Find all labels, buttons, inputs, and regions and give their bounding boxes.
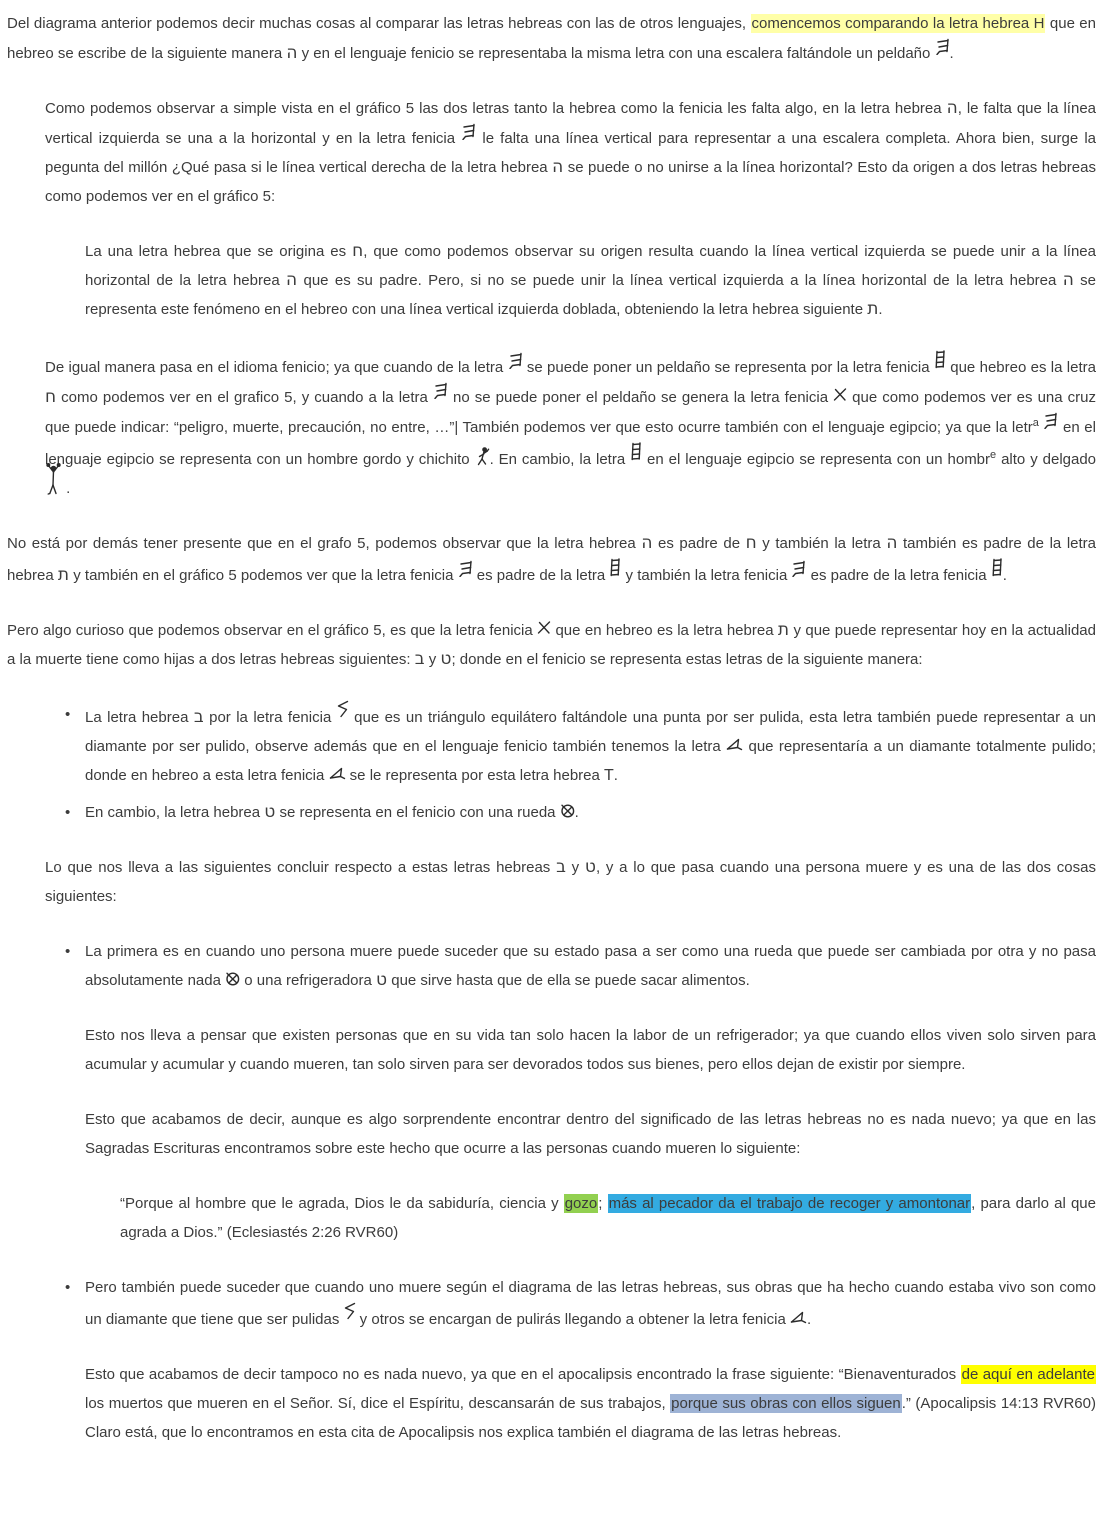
text-run: y en el lenguaje fenicio se representaba la misma letra con una escalera faltándole un peldaño [297,45,935,62]
text-run: Esto que acabamos de decir tampoco no es nada nuevo, ya que en el apocalipsis encontrado la frase siguiente: “Bienaventurados [85,1366,961,1383]
text-run: que es su padre. Pero, si no se puede unir la línea vertical izquierda a la línea horizontal de la letra hebrea [297,272,1063,289]
phx-he-glyph [791,567,806,584]
quote-paragraph [120,1189,1096,1247]
text-run: no se puede poner el peldaño se genera la letra fenicia [447,389,834,406]
paragraph [45,853,1096,911]
text-run: que representaría a un diamante totalmente pulido; donde en hebreo a esta letra fenicia [85,738,1096,784]
text-run: La una letra hebrea que se origina es [85,243,353,260]
bullet-item [65,937,1096,995]
paragraph [45,350,1096,503]
text-run: se puede poner un peldaño se representa por la letra fenicia [522,359,934,376]
phx-bet-glyph [344,1311,356,1328]
text-run: “Porque al hombre que le agrada, Dios le da sabiduría, ciencia y [120,1195,564,1212]
heb-dalet-glyph: T [604,767,614,784]
text-run: y [565,859,585,876]
text-run: Como podemos observar a simple vista en el gráfico 5 las dos letras tanto la hebrea como la fenicia les falta algo, en la letra hebrea [45,100,947,117]
heb-he-glyph: ה [641,533,653,553]
text-run: .” (Apocalipsis 14:13 RVR60) Claro está, que lo encontramos en esta cita de Apocalipsis nos explica también el diagrama de las letras hebreas. [85,1395,1096,1441]
heb-tet-glyph: ט [264,802,276,822]
bullet-marker: • [65,804,71,821]
superscript-text: a [1032,417,1039,429]
text-run: los muertos que mueren en el Señor. Sí, dice el Espíritu, descansarán de sus trabajos, [85,1395,671,1412]
text-run: y también la letra [756,535,887,552]
heb-tav-glyph: ת [57,565,70,585]
text-run: Pero algo curioso que podemos observar en el gráfico 5, es que la letra fenicia [7,622,538,639]
text-run: . [1002,567,1007,584]
text-run: se representa en el fenicio con una rueda [275,804,560,821]
phx-he-glyph [1043,419,1058,436]
text-run: Esto nos lleva a pensar que existen personas que en su vida tan solo hacen la labor de un refrigerador; ya que cuando ellos viven solo sirven para acumular y acumular y cuando mueren, tan solo sirven para ser devorados todos sus bienes, pero ellos dejan de existir por siempre. [85,1027,1096,1073]
text-run: . [574,804,579,821]
paragraph [85,237,1096,324]
egy-fat-glyph [475,451,490,468]
text-run: , para darlo al que agrada a Dios.” (Eclesiastés 2:26 RVR60) [120,1195,1096,1241]
bullet-item [65,798,1096,827]
text-run: , que como podemos observar su origen resulta cuando la línea vertical izquierda se puede unir a la línea horizontal de la letra hebrea [85,243,1096,289]
phx-he-glyph [461,130,476,147]
text-run: De igual manera pasa en el idioma fenicio; ya que cuando de la letra [45,359,508,376]
highlight-pale_yellow: comencemos comparando la letra hebrea H [751,15,1045,32]
heb-tav-glyph: ת [867,299,879,319]
heb-chet-glyph: ח [352,241,364,261]
phx-dalet-glyph [329,767,346,784]
phx-heth-glyph [934,359,946,376]
phx-taw-glyph [537,622,551,639]
text-run: En cambio, la letra hebrea [85,804,265,821]
text-run: ; donde en el fenicio se representa estas letras de la siguiente manera: [451,651,923,668]
heb-he-glyph: ה [946,98,958,118]
phx-heth-glyph [609,567,621,584]
text-run: , y a lo que pasa cuando una persona muere y es una de las dos cosas siguientes: [45,859,1096,905]
bullet-item [65,700,1097,790]
text-run: que sirve hasta que de ella se puede sacar alimentos. [387,972,750,989]
text-run: que hebreo es la letra [945,359,1096,376]
heb-he-glyph: ה [286,43,298,63]
phx-dalet-glyph [726,738,743,755]
text-run: ; [598,1195,608,1212]
text-run: es padre de [652,535,746,552]
text-run: . En cambio, la letra [489,451,631,468]
heb-chet-glyph: ח [745,533,757,553]
heb-tet-glyph: ט [584,857,596,877]
text-run: . [949,45,954,62]
phx-heth-glyph [991,567,1003,584]
text-run: que es un triángulo equilátero faltándole una punta por ser pulida, esta letra también puede representar a un diamante por ser pulido, observe además que en el lenguaje fenicio también tenemos la letra [85,709,1097,755]
phx-heth-glyph [630,451,642,468]
text-run: es padre de la letra [472,567,610,584]
text-run: . [613,767,618,784]
paragraph [45,94,1096,211]
paragraph [85,1021,1096,1079]
text-run: Pero también puede suceder que cuando uno muere según el diagrama de las letras hebreas, sus obras que ha hecho cuando estaba vivo son como un diamante que tiene que ser pulidas [85,1279,1096,1328]
text-run: como podemos ver en el grafico 5, y cuando a la letra [56,389,433,406]
superscript-text: e [990,449,997,461]
heb-bet-glyph: ב [556,857,566,877]
bullet-marker: • [65,943,71,960]
text-run: , le falta que la línea vertical izquierda se una a la horizontal y en la letra fenicia [45,100,1097,147]
heb-he-glyph: ה [1062,270,1074,290]
phx-he-glyph [935,45,950,62]
text-run: y [424,651,441,668]
paragraph [7,529,1096,590]
text-run: . [806,1311,812,1328]
heb-chet-glyph: ח [45,387,57,407]
text-run: le falta una línea vertical para representar a una escalera completa. Ahora bien, surge la pegunta del millón ¿Qué pasa si le línea vertical derecha de la letra hebrea [45,130,1097,176]
text-run: . [62,480,71,497]
heb-he-glyph: ה [886,533,898,553]
text-run: es padre de la letra fenicia [806,567,991,584]
text-run: alto y delgado [996,451,1097,468]
bullet-marker: • [65,706,71,723]
text-run: y que puede representar hoy en la actualidad a la muerte tiene como hijas a dos letras hebreas siguientes: [7,622,1096,668]
bullet-marker: • [65,1279,71,1296]
heb-bet-glyph: ב [414,649,425,669]
text-run: y también en el gráfico 5 podemos ver que la letra fenicia [69,567,458,584]
text-run: en el lenguaje egipcio se representa con un hombr [642,451,991,468]
phx-he-glyph [458,567,473,584]
highlight-blue: más al pecador da el trabajo de recoger y amontonar [608,1195,971,1212]
text-run: Lo que nos lleva a las siguientes concluir respecto a estas letras hebreas [45,859,557,876]
text-run: Esto que acabamos de decir, aunque es algo sorprendente encontrar dentro del significado de las letras hebreas no es nada nuevo; ya que en las Sagradas Escrituras encontramos sobre este hecho que ocurre a las personas cuando mueren lo siguiente: [85,1111,1096,1157]
highlight-green: gozo [564,1195,598,1212]
phx-he-glyph [508,359,523,376]
text-run: se puede o no unirse a la línea horizontal? Esto da origen a dos letras hebreas como podemos ver en el gráfico 5: [45,159,1096,205]
heb-tav-glyph: ת [777,620,790,640]
text-run: Del diagrama anterior podemos decir muchas cosas al comparar las letras hebreas con las de otros lenguajes, [7,15,751,32]
paragraph [7,616,1096,674]
heb-tet-glyph: ט [440,649,452,669]
text-run: La primera es en cuando uno persona muere puede suceder que su estado pasa a ser como una rueda que puede ser cambiada por otra y no pasa absolutamente nada [85,943,1096,989]
text-run: que en hebreo es la letra hebrea [551,622,778,639]
egy-tall-glyph [45,475,62,493]
phx-he-glyph [433,389,448,406]
paragraph [7,9,1096,68]
phx-taw-glyph [833,389,847,406]
paragraph [85,1105,1096,1163]
text-run: . [878,301,883,318]
text-run: en el lenguaje egipcio se representa con un hombre gordo y chichito [45,419,1096,468]
paragraph [85,1360,1096,1447]
phx-teth-glyph [225,972,240,989]
heb-he-glyph: ה [552,157,564,177]
text-run: y también la letra fenicia [621,567,792,584]
heb-bet-glyph: ב [193,707,204,727]
bullet-item [65,1273,1096,1334]
heb-he-glyph: ה [286,270,298,290]
text-run: No está por demás tener presente que en el grafo 5, podemos observar que la letra hebrea [7,535,642,552]
phx-bet-glyph [337,709,349,726]
text-run: se representa este fenómeno en el hebreo con una línea vertical izquierda doblada, obteniendo la letra hebrea siguiente [85,272,1097,318]
text-run: por la letra fenicia [203,709,337,726]
phx-dalet-glyph [790,1311,807,1328]
text-run: también es padre de la letra hebrea [7,535,1096,584]
heb-tet-glyph: ט [376,970,388,990]
highlight-grayblue: porque sus obras con ellos siguen [671,1395,901,1412]
text-run: o una refrigeradora [240,972,377,989]
text-run: que como podemos ver es una cruz que puede indicar: “peligro, muerte, precaución, no entre, …”| También podemos ver que esto ocurre también con el lenguaje egipcio; ya que la letr [45,389,1096,436]
text-run: y otros se encargan de pulirás llegando a obtener la letra fenicia [355,1311,790,1328]
text-run: La letra hebrea [85,709,194,726]
phx-teth-glyph [560,804,575,821]
highlight-yellow: de aquí en adelante [961,1366,1095,1383]
text-run: que en hebreo se escribe de la siguiente manera [7,15,1096,62]
text-run: se le representa por esta letra hebrea [345,767,605,784]
